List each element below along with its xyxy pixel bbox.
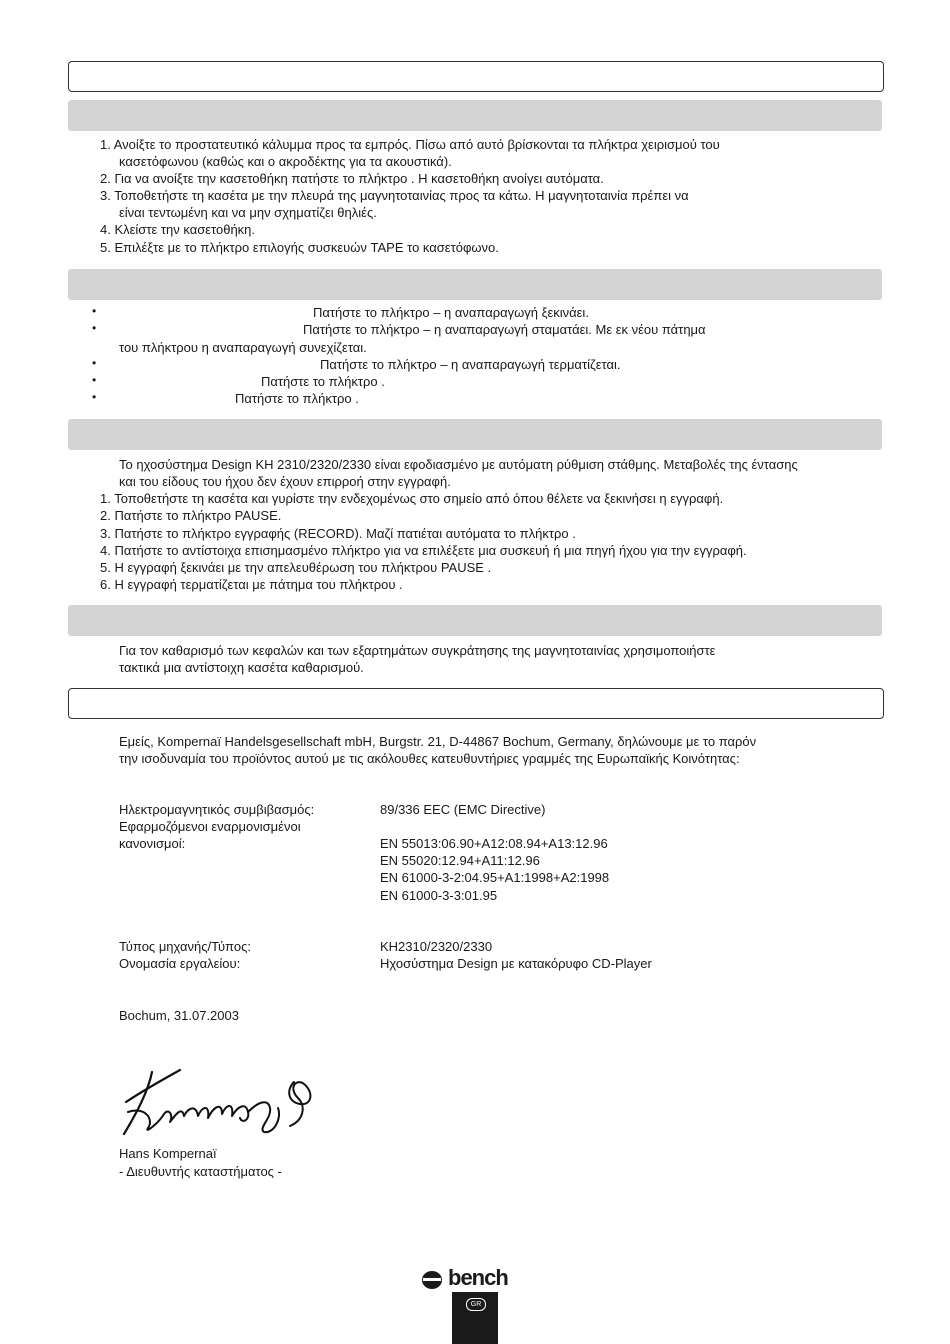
insert-step-3: 3. Τοποθετήστε τη κασέτα με την πλευρά της μαγνητοταινίας προς τα κάτω. Η μαγνητοταινία πρέπει να — [100, 188, 689, 203]
norm-2: EN 55020:12.94+A11:12.96 — [380, 853, 540, 868]
section-bar-cleaning — [68, 605, 882, 636]
norm-1: EN 55013:06.90+A12:08.94+A13:12.96 — [380, 836, 608, 851]
playback-item-4: Πατήστε το πλήκτρο . — [261, 374, 385, 389]
cleaning-text-1: Για τον καθαρισμό των κεφαλών και των εξαρτημάτων συγκράτησης της μαγνητοταινίας χρησιμοποιήστε — [119, 643, 716, 658]
section-bar-tape-insert — [68, 100, 882, 131]
type-value: KH2310/2320/2330 — [380, 939, 493, 954]
insert-step-1-cont: κασετόφωνου (καθώς και ο ακροδέκτης για τα ακουστικά). — [119, 154, 452, 169]
name-label: Ονομασία εργαλείου: — [119, 956, 241, 971]
playback-item-1: Πατήστε το πλήκτρο – η αναπαραγωγή ξεκινάει. — [313, 305, 589, 320]
recording-step-3: 3. Πατήστε το πλήκτρο εγγραφής (RECORD). Μαζί πατιέται αυτόματα το πλήκτρο . — [100, 526, 576, 541]
recording-step-1: 1. Τοποθετήστε τη κασέτα και γυρίστε την ενδεχομένως στο σημείο από όπου θέλετε να ξεκινήσει η εγγραφή. — [100, 491, 724, 506]
section-header-box — [68, 61, 884, 92]
bullet-icon: • — [92, 321, 97, 335]
norm-3: EN 61000-3-2:04.95+A1:1998+A2:1998 — [380, 870, 610, 885]
place-date: Bochum, 31.07.2003 — [119, 1008, 239, 1023]
signature-image — [118, 1062, 318, 1140]
signer-title: - Διευθυντής καταστήματος - — [119, 1164, 282, 1179]
bullet-icon: • — [92, 390, 97, 404]
signer-name: Hans Kompernaï — [119, 1146, 217, 1161]
declaration-paragraph-2: την ισοδυναμία του προϊόντος αυτού με τις ακόλουθες κατευθυντήριες γραμμές της Ευρωπαϊκής Κοινότητας: — [119, 751, 740, 766]
section-bar-recording — [68, 419, 882, 450]
recording-intro-2: και του είδους του ήχου δεν έχουν επιρροή στην εγγραφή. — [119, 474, 451, 489]
bullet-icon: • — [92, 373, 97, 387]
recording-step-2: 2. Πατήστε το πλήκτρο PAUSE. — [100, 508, 282, 523]
cleaning-text-2: τακτικά μια αντίστοιχη κασέτα καθαρισμού. — [119, 660, 364, 675]
insert-step-2: 2. Για να ανοίξτε την κασετοθήκη πατήστε το πλήκτρο . Η κασετοθήκη ανοίγει αυτόματα. — [100, 171, 604, 186]
playback-item-2: Πατήστε το πλήκτρο – η αναπαραγωγή σταματάει. Με εκ νέου πάτημα — [303, 322, 706, 337]
playback-item-3: Πατήστε το πλήκτρο – η αναπαραγωγή τερματίζεται. — [320, 357, 621, 372]
insert-step-1: 1. Ανοίξτε το προστατευτικό κάλυμμα προς τα εμπρός. Πίσω από αυτό βρίσκονται τα πλήκτρα χειρισμού του — [100, 137, 720, 152]
insert-step-3-cont: είναι τεντωμένη και να μην σχηματίζει θηλιές. — [119, 205, 377, 220]
recording-step-5: 5. Η εγγραφή ξεκινάει με την απελευθέρωση του πλήκτρου PAUSE . — [100, 560, 492, 575]
name-value: Ηχοσύστημα Design με κατακόρυφο CD-Player — [380, 956, 652, 971]
bullet-icon: • — [92, 304, 97, 318]
norms-label-cont: κανονισμοί: — [119, 836, 186, 851]
recording-step-4: 4. Πατήστε το αντίστοιχα επισημασμένο πλήκτρο για να επιλέξετε μια συσκευή ή μια πηγή ήχου για την εγγραφή. — [100, 543, 747, 558]
emc-label: Ηλεκτρομαγνητικός συμβιβασμός: — [119, 802, 315, 817]
bullet-icon: • — [92, 356, 97, 370]
insert-step-5: 5. Επιλέξτε με το πλήκτρο επιλογής συσκευών TAPE το κασετόφωνο. — [100, 240, 499, 255]
norm-4: EN 61000-3-3:01.95 — [380, 888, 498, 903]
recording-intro-1: Το ηχοσύστημα Design KH 2310/2320/2330 είναι εφοδιασμένο με αυτόματη ρύθμιση στάθμης. Μεταβολές της έντασης — [119, 457, 798, 472]
playback-item-2-cont: του πλήκτρου η αναπαραγωγή συνεχίζεται. — [119, 340, 367, 355]
emc-value: 89/336 EEC (EMC Directive) — [380, 802, 546, 817]
insert-step-4: 4. Κλείστε την κασετοθήκη. — [100, 222, 256, 237]
type-label: Τύπος μηχανής/Τύπος: — [119, 939, 251, 954]
norms-label: Εφαρμοζόμενοι εναρμονισμένοι — [119, 819, 301, 834]
language-badge: GR — [466, 1298, 486, 1311]
section-header-box-declaration — [68, 688, 884, 719]
playback-item-5: Πατήστε το πλήκτρο . — [235, 391, 359, 406]
declaration-paragraph-1: Εμείς, Kompernaï Handelsgesellschaft mbH, Burgstr. 21, D-44867 Bochum, Germany, δηλώνουμε με το παρόν — [119, 734, 757, 749]
section-bar-playback — [68, 269, 882, 300]
recording-step-6: 6. Η εγγραφή τερματίζεται με πάτημα του πλήκτρου . — [100, 577, 403, 592]
brand-name: bench — [448, 1265, 508, 1290]
